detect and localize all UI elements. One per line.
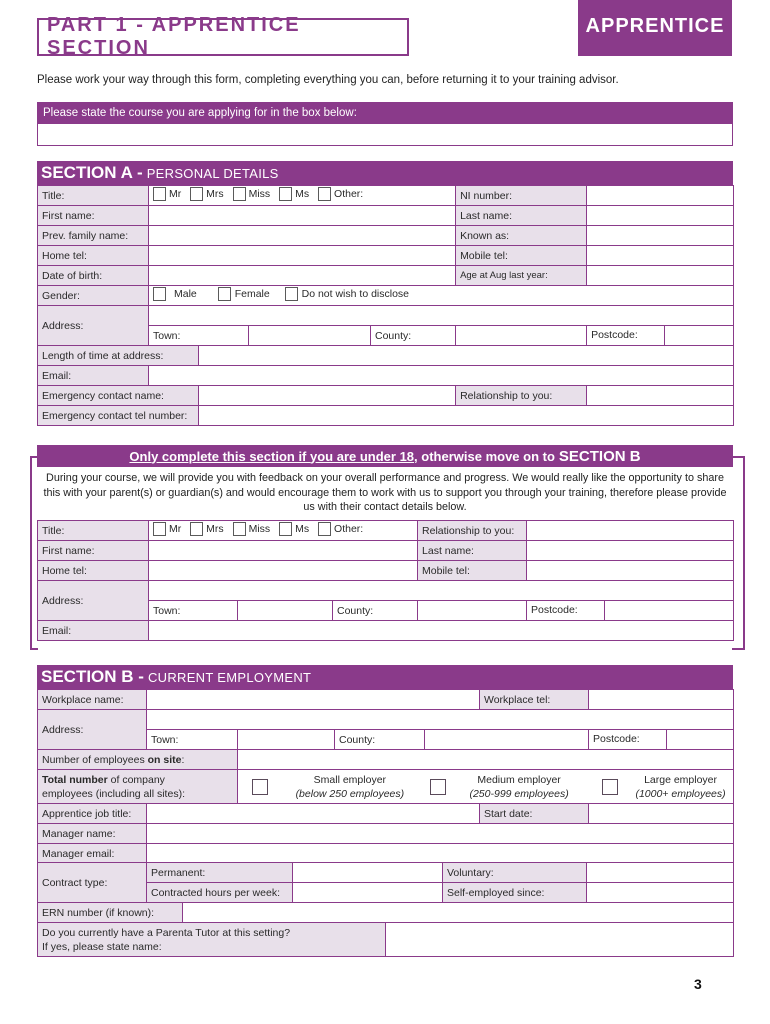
medium-employer-label: Medium employer <box>477 773 561 786</box>
emergency-name-label: Emergency contact name: <box>38 386 199 406</box>
prev-family-name-input[interactable] <box>149 226 456 246</box>
guardian-title-label: Title: <box>38 521 149 541</box>
option-label: Mr <box>169 188 182 200</box>
course-prompt: Please state the course you are applying for in the box below: <box>37 102 733 124</box>
option-label: Male <box>174 288 197 300</box>
workplace-postcode-label: Postcode: <box>589 730 667 749</box>
total-bold: Total number <box>42 773 108 786</box>
title-option-miss[interactable] <box>233 187 271 201</box>
guardian-title-miss[interactable] <box>233 522 271 536</box>
employer-size-options <box>238 770 734 804</box>
employees-label-pre: Number of employees <box>42 753 148 766</box>
guardian-mobile-tel-input[interactable] <box>527 561 734 581</box>
employees-on-site-label <box>38 750 238 770</box>
large-employer-sub: (1000+ employees) <box>635 787 726 800</box>
guardian-town-label: Town: <box>149 601 238 621</box>
address-label: Address: <box>38 306 149 346</box>
guardian-title-ms[interactable] <box>279 522 309 536</box>
checkbox[interactable] <box>279 522 292 536</box>
checkbox[interactable] <box>153 187 166 201</box>
under18-heading-section: SECTION B <box>558 447 641 465</box>
total-rest: of company <box>107 773 165 786</box>
voluntary-input[interactable] <box>587 863 734 883</box>
prev-family-name-label: Prev. family name: <box>38 226 149 246</box>
gender-option-male[interactable] <box>153 287 197 301</box>
contract-table <box>37 862 734 903</box>
parenta-table <box>37 922 734 957</box>
large-employer-label: Large employer <box>644 773 718 786</box>
checkbox[interactable] <box>190 187 203 201</box>
intro-text: Please work your way through this form, completing everything you can, before returning it to your training advisor. <box>37 74 619 86</box>
permanent-label: Permanent: <box>147 863 293 883</box>
section-a-title: SECTION A - <box>41 163 143 182</box>
under18-heading-rest: , otherwise move on to <box>414 448 555 464</box>
total-employees-label <box>38 770 238 804</box>
employees-label-post: : <box>181 753 185 766</box>
small-employer-label: Small employer <box>313 773 387 786</box>
workplace-name-label: Workplace name: <box>38 690 147 710</box>
guardian-county-input[interactable] <box>418 601 527 621</box>
guardian-email-input[interactable] <box>149 621 734 641</box>
checkbox[interactable] <box>218 287 231 301</box>
age-label: Age at Aug last year: <box>456 266 587 286</box>
title-option-mr[interactable] <box>153 187 181 201</box>
town-input[interactable] <box>249 326 371 346</box>
known-as-label: Known as: <box>456 226 587 246</box>
option-label: Mrs <box>206 188 224 200</box>
guardian-first-name-input[interactable] <box>149 541 418 561</box>
workplace-address-input[interactable] <box>147 710 734 730</box>
workplace-tel-input[interactable] <box>589 690 734 710</box>
home-tel-label: Home tel: <box>38 246 149 266</box>
guardian-first-name-label: First name: <box>38 541 149 561</box>
checkbox[interactable] <box>318 187 331 201</box>
guardian-title-mr[interactable] <box>153 522 181 536</box>
large-employer-checkbox[interactable] <box>602 779 618 795</box>
section-b-table <box>37 689 734 864</box>
workplace-address-label: Address: <box>38 710 147 750</box>
guardian-postcode-cell <box>527 601 734 621</box>
start-date-input[interactable] <box>589 804 734 824</box>
contracted-hours-label: Contracted hours per week: <box>147 883 293 903</box>
email-label: Email: <box>38 366 149 386</box>
employees-on-site-input[interactable] <box>238 750 734 770</box>
emergency-tel-label: Emergency contact tel number: <box>38 406 199 426</box>
postcode-cell <box>587 326 734 346</box>
contracted-hours-input[interactable] <box>293 883 443 903</box>
parenta-question-line1: Do you currently have a Parenta Tutor at this setting? <box>42 926 291 939</box>
under18-paragraph: During your course, we will provide you with feedback on your overall performance and progress. We would really like the opportunity to share this with your parent(s) or guardian(s) and would encourage them to work with us to support you through your training, therefore please provide us with their contact details below. <box>43 472 727 513</box>
dob-input[interactable] <box>149 266 456 286</box>
checkbox[interactable] <box>279 187 292 201</box>
guardian-relationship-input[interactable] <box>527 521 734 541</box>
workplace-name-input[interactable] <box>147 690 480 710</box>
medium-employer-sub: (250-999 employees) <box>469 787 569 800</box>
county-input[interactable] <box>456 326 587 346</box>
job-title-label: Apprentice job title: <box>38 804 147 824</box>
checkbox[interactable] <box>233 522 246 536</box>
workplace-town-input[interactable] <box>238 730 335 750</box>
guardian-address-label: Address: <box>38 581 149 621</box>
guardian-relationship-label: Relationship to you: <box>418 521 527 541</box>
parenta-question <box>38 923 386 957</box>
relationship-label: Relationship to you: <box>456 386 587 406</box>
email-input[interactable] <box>149 366 734 386</box>
job-title-input[interactable] <box>147 804 480 824</box>
option-label: Do not wish to disclose <box>301 288 410 300</box>
parenta-tutor-input[interactable] <box>386 923 734 957</box>
section-b-subtitle: CURRENT EMPLOYMENT <box>147 669 312 685</box>
workplace-town-label: Town: <box>147 730 238 750</box>
gender-option-undisclosed[interactable] <box>285 287 409 301</box>
course-input[interactable] <box>37 124 733 146</box>
last-name-label: Last name: <box>456 206 587 226</box>
checkbox[interactable] <box>318 522 331 536</box>
title-option-mrs[interactable] <box>190 187 224 201</box>
self-employed-label: Self-employed since: <box>443 883 587 903</box>
small-employer-checkbox[interactable] <box>252 779 268 795</box>
apprentice-tag: APPRENTICE <box>578 0 732 56</box>
workplace-postcode-cell <box>589 730 734 750</box>
gender-label: Gender: <box>38 286 149 306</box>
section-a-table <box>37 185 734 426</box>
postcode-label: Postcode: <box>587 326 665 345</box>
last-name-input[interactable] <box>587 206 734 226</box>
manager-name-input[interactable] <box>147 824 734 844</box>
ni-number-input[interactable] <box>587 186 734 206</box>
checkbox[interactable] <box>153 287 166 301</box>
section-a-heading <box>37 161 733 185</box>
workplace-county-input[interactable] <box>425 730 589 750</box>
guardian-mobile-tel-label: Mobile tel: <box>418 561 527 581</box>
small-employer-option <box>290 773 410 801</box>
manager-name-label: Manager name: <box>38 824 147 844</box>
length-at-address-input[interactable] <box>199 346 734 366</box>
option-label: Female <box>234 288 270 300</box>
self-employed-input[interactable] <box>587 883 734 903</box>
manager-email-label: Manager email: <box>38 844 147 864</box>
section-b-heading <box>37 665 733 689</box>
section-a-subtitle: PERSONAL DETAILS <box>146 165 279 181</box>
guardian-home-tel-label: Home tel: <box>38 561 149 581</box>
workplace-county-label: County: <box>335 730 425 750</box>
checkbox[interactable] <box>153 522 166 536</box>
ern-input[interactable] <box>183 903 734 923</box>
small-employer-sub: (below 250 employees) <box>295 787 405 800</box>
medium-employer-checkbox[interactable] <box>430 779 446 795</box>
contract-type-label: Contract type: <box>38 863 147 903</box>
start-date-label: Start date: <box>480 804 589 824</box>
address-input[interactable] <box>149 306 734 326</box>
relationship-input[interactable] <box>587 386 734 406</box>
county-label: County: <box>371 326 456 346</box>
permanent-input[interactable] <box>293 863 443 883</box>
title-option-other[interactable] <box>318 187 363 201</box>
total-line2: employees (including all sites): <box>42 787 185 800</box>
medium-employer-option <box>464 773 575 801</box>
option-label: Ms <box>295 523 310 535</box>
title-option-ms[interactable] <box>279 187 309 201</box>
option-label: Miss <box>248 188 271 200</box>
under18-heading-underlined: Only complete this section if you are under 18 <box>129 448 415 464</box>
emergency-name-input[interactable] <box>199 386 456 406</box>
checkbox[interactable] <box>233 187 246 201</box>
first-name-label: First name: <box>38 206 149 226</box>
section-b-title: SECTION B - <box>41 667 144 686</box>
title-options <box>149 186 456 206</box>
length-at-address-label: Length of time at address: <box>38 346 199 366</box>
manager-email-input[interactable] <box>147 844 734 864</box>
option-label: Other: <box>334 523 364 535</box>
ern-label: ERN number (if known): <box>38 903 183 923</box>
guardian-postcode-label: Postcode: <box>527 601 605 620</box>
page-number: 3 <box>694 976 702 992</box>
known-as-input[interactable] <box>587 226 734 246</box>
workplace-tel-label: Workplace tel: <box>480 690 589 710</box>
title-label: Title: <box>38 186 149 206</box>
option-label: Other: <box>334 188 364 200</box>
guardian-address-input[interactable] <box>149 581 734 601</box>
home-tel-input[interactable] <box>149 246 456 266</box>
mobile-tel-input[interactable] <box>587 246 734 266</box>
part-title: PART 1 - APPRENTICE SECTION <box>37 18 409 56</box>
option-label: Mrs <box>206 523 224 535</box>
town-label: Town: <box>149 326 249 346</box>
employees-label-bold: on site <box>147 753 182 766</box>
mobile-tel-label: Mobile tel: <box>456 246 587 266</box>
guardian-last-name-label: Last name: <box>418 541 527 561</box>
emergency-tel-input[interactable] <box>199 406 734 426</box>
guardian-title-mrs[interactable] <box>190 522 224 536</box>
gender-option-female[interactable] <box>218 287 270 301</box>
checkbox[interactable] <box>285 287 298 301</box>
guardian-last-name-input[interactable] <box>527 541 734 561</box>
option-label: Ms <box>295 188 310 200</box>
guardian-title-other[interactable] <box>318 522 363 536</box>
guardian-home-tel-input[interactable] <box>149 561 418 581</box>
dob-label: Date of birth: <box>38 266 149 286</box>
guardian-town-input[interactable] <box>238 601 333 621</box>
ni-number-label: NI number: <box>456 186 587 206</box>
checkbox[interactable] <box>190 522 203 536</box>
age-input[interactable] <box>587 266 734 286</box>
first-name-input[interactable] <box>149 206 456 226</box>
guardian-title-options <box>149 521 418 541</box>
parenta-question-line2: If yes, please state name: <box>42 940 162 953</box>
gender-options <box>149 286 734 306</box>
guardian-county-label: County: <box>333 601 418 621</box>
guardian-email-label: Email: <box>38 621 149 641</box>
guardian-table <box>37 520 734 641</box>
voluntary-label: Voluntary: <box>443 863 587 883</box>
option-label: Mr <box>169 523 182 535</box>
large-employer-option <box>628 773 733 801</box>
option-label: Miss <box>248 523 271 535</box>
ern-table <box>37 902 734 923</box>
under18-heading <box>37 445 733 467</box>
